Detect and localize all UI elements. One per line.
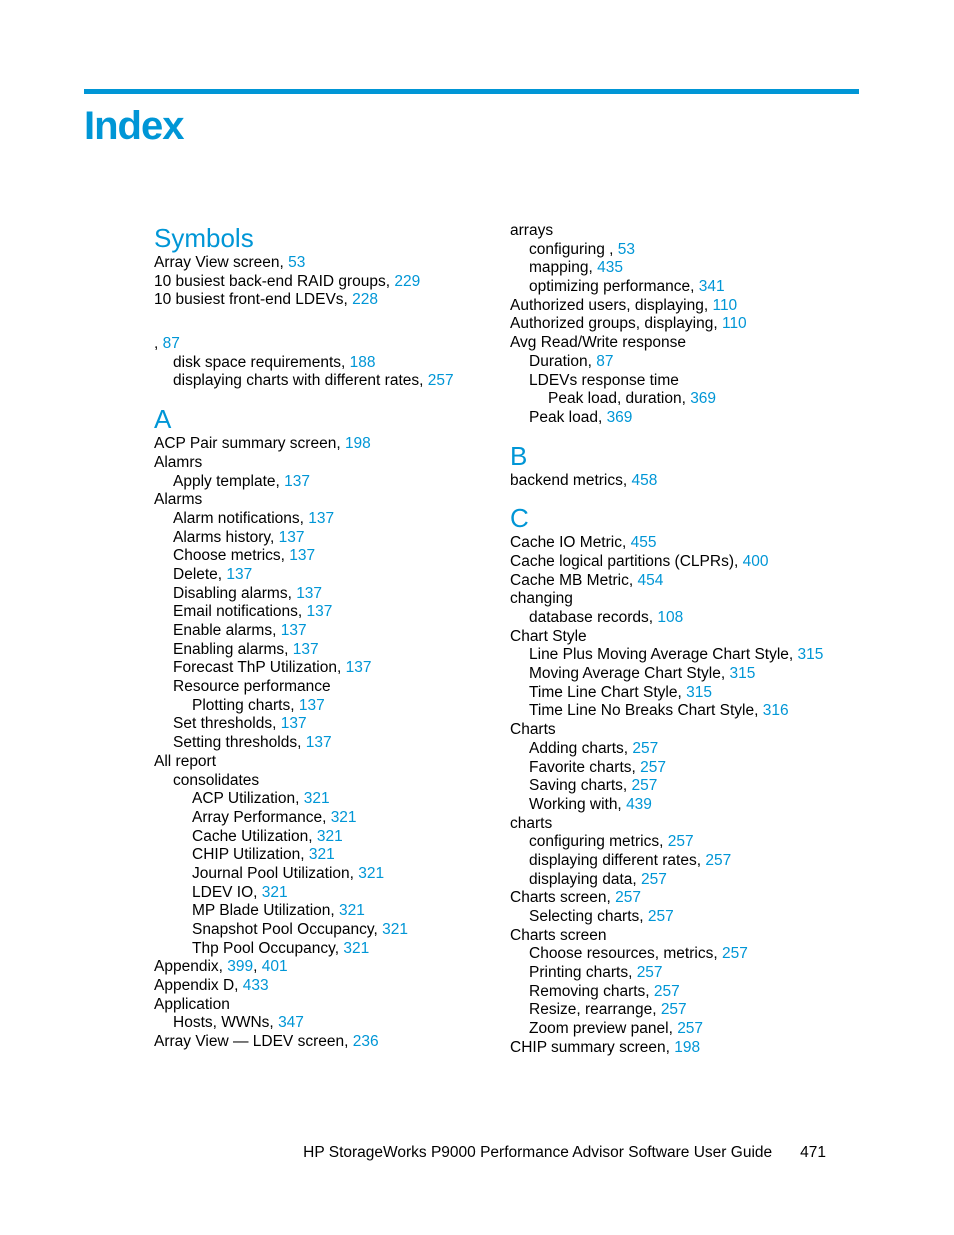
- page-ref-link[interactable]: 433: [242, 977, 269, 995]
- index-entry: [510, 390, 850, 409]
- index-entry-term: configuring ,: [529, 240, 618, 258]
- index-entry: [154, 273, 494, 292]
- index-entry: [510, 297, 850, 316]
- index-entry: [510, 409, 850, 428]
- page-ref-link[interactable]: 257: [615, 889, 641, 907]
- index-entry: [154, 902, 494, 921]
- index-entry: [154, 473, 494, 492]
- index-letter-heading: Symbols: [154, 223, 254, 253]
- page-ref-link[interactable]: 321: [261, 883, 288, 901]
- index-entry-term: Favorite charts,: [529, 758, 641, 776]
- index-entry: [154, 1033, 494, 1052]
- index-entry: [154, 254, 494, 273]
- page-ref-link[interactable]: 137: [292, 640, 319, 658]
- index-entry: [510, 889, 850, 908]
- index-entry-term: LDEVs response time: [529, 371, 679, 389]
- page-ref-link[interactable]: 137: [280, 715, 307, 733]
- index-entry-term: Authorized users, displaying,: [510, 296, 713, 314]
- index-entry: [510, 372, 850, 391]
- page-ref-link[interactable]: 198: [674, 1038, 701, 1056]
- page-ref-link[interactable]: 321: [303, 790, 330, 808]
- index-entry-term: displaying data,: [529, 870, 642, 888]
- index-entry-term: Array View screen,: [154, 254, 289, 271]
- index-entry-term: Disabling alarms,: [173, 584, 297, 602]
- index-entry-term: Cache logical partitions (CLPRs),: [510, 552, 743, 570]
- index-letter-heading: A: [154, 404, 172, 435]
- page-ref-link[interactable]: 137: [308, 509, 335, 527]
- index-entry: [510, 472, 850, 491]
- index-entry-term: Array Performance,: [192, 808, 331, 826]
- index-entry-term: displaying charts with different rates,: [173, 372, 428, 390]
- index-entry-term: charts: [510, 814, 553, 832]
- index-entry: [510, 572, 850, 591]
- index-entry-term: Alamrs: [154, 453, 203, 471]
- index-entry-term: Choose metrics,: [173, 547, 290, 565]
- page-title: Index: [84, 104, 184, 148]
- index-entry-term: Time Line Chart Style,: [529, 683, 687, 701]
- index-entry: [154, 566, 494, 585]
- page-ref-link[interactable]: 400: [742, 552, 769, 570]
- index-entry-term: Resize, rearrange,: [529, 1001, 661, 1019]
- page-ref-link[interactable]: 257: [721, 945, 748, 963]
- index-entry-term: Alarm notifications,: [173, 509, 309, 527]
- index-entry-term: Appendix,: [154, 958, 228, 976]
- index-entry-term: mapping,: [529, 259, 598, 277]
- index-entry-term: arrays: [510, 222, 554, 239]
- index-entry: [510, 833, 850, 852]
- page-ref-link[interactable]: 257: [641, 870, 667, 888]
- index-entry: [510, 815, 850, 834]
- page-ref-link[interactable]: 321: [316, 827, 343, 845]
- page-ref-link[interactable]: 257: [647, 908, 674, 925]
- page-ref-link[interactable]: 236: [352, 1033, 379, 1051]
- ref-separator: ,: [253, 958, 262, 976]
- index-entry: [154, 865, 494, 884]
- index-entry-term: Time Line No Breaks Chart Style,: [529, 702, 763, 720]
- page-ref-link[interactable]: 257: [667, 833, 694, 851]
- index-entry: [510, 334, 850, 353]
- page-ref-link[interactable]: 188: [349, 353, 376, 371]
- index-entry: [154, 659, 494, 678]
- page-ref-link[interactable]: 110: [721, 315, 747, 333]
- index-entry: [154, 435, 494, 454]
- index-entry: [154, 790, 494, 809]
- page-ref-link[interactable]: 137: [226, 565, 253, 583]
- index-entry: [154, 291, 494, 310]
- index-entry-term: Duration,: [529, 352, 597, 370]
- index-entry: [154, 603, 494, 622]
- page-ref-link[interactable]: 455: [630, 534, 657, 552]
- index-entry: [154, 772, 494, 791]
- page-ref-link[interactable]: 321: [330, 808, 357, 826]
- index-entry-term: displaying different rates,: [529, 851, 706, 869]
- page-ref-link[interactable]: 321: [339, 902, 365, 920]
- index-entry-term: Thp Pool Occupancy,: [192, 939, 344, 957]
- footer-title: HP StorageWorks P9000 Performance Advisor Software User Guide: [303, 1144, 773, 1161]
- index-entry-term: Line Plus Moving Average Chart Style,: [529, 646, 798, 664]
- index-entry-term: database records,: [529, 609, 658, 626]
- index-entry: [510, 983, 850, 1002]
- page-ref-link[interactable]: 341: [698, 278, 725, 296]
- index-entry-term: Enable alarms,: [173, 622, 281, 639]
- index-entry-term: Removing charts,: [529, 982, 654, 1000]
- index-entry-term: Cache IO Metric,: [510, 534, 631, 552]
- page-ref-link[interactable]: 108: [657, 609, 684, 626]
- index-entry-term: changing: [510, 590, 573, 608]
- index-entry-term: Enabling alarms,: [173, 640, 293, 658]
- page-ref-link[interactable]: 137: [280, 622, 307, 639]
- index-entry-term: CHIP summary screen,: [510, 1038, 675, 1056]
- page-ref-link[interactable]: 137: [278, 528, 305, 546]
- index-column-right: [510, 222, 850, 1058]
- index-entry: [154, 940, 494, 959]
- index-entry-term: ACP Pair summary screen,: [154, 435, 345, 453]
- index-entry: [510, 759, 850, 778]
- index-entry-term: ,: [154, 335, 163, 353]
- index-entry: [510, 684, 850, 703]
- index-entry: [510, 964, 850, 983]
- index-entry: [510, 534, 850, 553]
- index-entry: [154, 547, 494, 566]
- index-entry: [510, 646, 850, 665]
- page-ref-link[interactable]: 399: [227, 958, 254, 976]
- index-entry-term: Array View — LDEV screen,: [154, 1033, 353, 1051]
- index-entry: [510, 852, 850, 871]
- page-ref-link[interactable]: 257: [636, 964, 663, 982]
- page-ref-link[interactable]: 257: [427, 372, 454, 390]
- top-rule: [84, 89, 859, 94]
- index-entry-term: ACP Utilization,: [192, 790, 304, 808]
- page-ref-link[interactable]: 369: [690, 390, 717, 408]
- index-entry: [510, 796, 850, 815]
- page-ref-link[interactable]: 315: [729, 665, 756, 683]
- index-entry: [154, 510, 494, 529]
- index-letter-heading: C: [510, 503, 529, 534]
- index-entry-term: MP Blade Utilization,: [192, 902, 340, 920]
- index-entry: [510, 241, 850, 260]
- index-entry: [510, 278, 850, 297]
- index-entry-term: Moving Average Chart Style,: [529, 665, 730, 683]
- index-entry-term: Selecting charts,: [529, 908, 648, 925]
- index-entry-term: Set thresholds,: [173, 715, 281, 733]
- page-ref-link[interactable]: 257: [631, 777, 658, 795]
- index-entry: [510, 259, 850, 278]
- page-ref-link[interactable]: 458: [631, 471, 658, 489]
- index-entry-term: Avg Read/Write response: [510, 334, 687, 352]
- page-ref-link[interactable]: 401: [261, 958, 288, 976]
- page-ref-link[interactable]: 257: [705, 851, 732, 869]
- index-entry-term: Hosts, WWNs,: [173, 1014, 279, 1032]
- index-entry-term: Setting thresholds,: [173, 734, 306, 752]
- page-ref-link[interactable]: 316: [762, 702, 789, 720]
- page-ref-link[interactable]: 137: [345, 659, 372, 677]
- index-entry-term: Cache Utilization,: [192, 827, 317, 845]
- page-ref-link[interactable]: 454: [637, 571, 664, 589]
- page-ref-link[interactable]: 321: [358, 864, 385, 882]
- index-entry: [154, 585, 494, 604]
- index-entry: [154, 454, 494, 473]
- page-ref-link[interactable]: 137: [289, 547, 316, 565]
- index-entry-term: Alarms: [154, 491, 203, 509]
- index-entry-term: Forecast ThP Utilization,: [173, 659, 346, 677]
- index-entry: [154, 828, 494, 847]
- page-ref-link[interactable]: 137: [306, 603, 333, 621]
- page-ref-link[interactable]: 137: [298, 696, 325, 714]
- index-entry: [154, 622, 494, 641]
- index-entry-term: configuring metrics,: [529, 833, 668, 851]
- page-ref-link[interactable]: 369: [606, 408, 633, 426]
- index-entry: [154, 715, 494, 734]
- page-ref-link[interactable]: 257: [653, 982, 680, 1000]
- page-ref-link[interactable]: 87: [162, 335, 180, 353]
- index-entry-term: Journal Pool Utilization,: [192, 864, 359, 882]
- index-entry-term: Chart Style: [510, 627, 587, 645]
- page-ref-link[interactable]: 321: [343, 939, 370, 957]
- page-ref-link[interactable]: 87: [596, 352, 614, 370]
- page-number: 471: [800, 1144, 826, 1161]
- index-entry-term: consolidates: [173, 771, 260, 789]
- page-ref-link[interactable]: 257: [677, 1020, 704, 1038]
- index-entry-term: Cache MB Metric,: [510, 571, 638, 589]
- index-entry: [510, 628, 850, 647]
- page-ref-link[interactable]: 137: [284, 472, 311, 490]
- index-entry: [154, 753, 494, 772]
- index-entry-term: Authorized groups, displaying,: [510, 315, 722, 333]
- index-entry-term: Charts: [510, 721, 556, 739]
- index-entry-term: Adding charts,: [529, 739, 633, 757]
- page-ref-link[interactable]: 53: [617, 240, 635, 258]
- index-entry: [154, 958, 494, 977]
- page-ref-link[interactable]: 435: [597, 259, 623, 277]
- index-entry-term: Printing charts,: [529, 964, 637, 982]
- page-ref-link[interactable]: 137: [305, 734, 332, 752]
- index-entry-term: CHIP Utilization,: [192, 846, 309, 864]
- index-entry-term: 10 busiest front-end LDEVs,: [154, 291, 353, 309]
- index-spacer: [154, 310, 494, 335]
- index-entry-term: Alarms history,: [173, 528, 279, 546]
- index-entry-term: Plotting charts,: [192, 696, 299, 714]
- index-entry: [510, 740, 850, 759]
- index-entry: [510, 590, 850, 609]
- index-entry-term: Appendix D,: [154, 977, 243, 995]
- index-entry: [510, 927, 850, 946]
- index-entry-term: disk space requirements,: [173, 353, 350, 371]
- index-entry: [510, 777, 850, 796]
- page-ref-link[interactable]: 315: [797, 646, 824, 664]
- page-ref-link[interactable]: 321: [382, 921, 409, 938]
- index-entry-term: Working with,: [529, 795, 627, 813]
- index-entry: [154, 846, 494, 865]
- index-entry: [510, 222, 850, 241]
- index-entry: [510, 945, 850, 964]
- index-entry: [510, 1001, 850, 1020]
- index-entry-term: All report: [154, 752, 217, 770]
- index-entry-term: Peak load,: [529, 408, 607, 426]
- index-entry: [154, 996, 494, 1015]
- index-entry: [154, 809, 494, 828]
- page-ref-link[interactable]: 228: [352, 291, 379, 309]
- index-entry-term: Email notifications,: [173, 603, 307, 621]
- index-entry: [154, 977, 494, 996]
- page-ref-link[interactable]: 229: [394, 272, 421, 290]
- index-entry: [510, 609, 850, 628]
- index-entry: [510, 721, 850, 740]
- index-entry: [154, 884, 494, 903]
- index-entry-term: Snapshot Pool Occupancy,: [192, 921, 383, 938]
- index-entry-term: Peak load, duration,: [548, 390, 691, 408]
- index-entry: [154, 529, 494, 548]
- page-ref-link[interactable]: 315: [686, 683, 712, 701]
- index-entry: [154, 1014, 494, 1033]
- index-entry: [510, 553, 850, 572]
- page-ref-link[interactable]: 53: [288, 254, 306, 271]
- page-ref-link[interactable]: 198: [344, 435, 371, 453]
- index-entry: [154, 921, 494, 940]
- page-ref-link[interactable]: 257: [660, 1001, 687, 1019]
- page-ref-link[interactable]: 110: [712, 296, 738, 314]
- index-entry-term: backend metrics,: [510, 471, 632, 489]
- index-entry-term: Zoom preview panel,: [529, 1020, 678, 1038]
- index-entry: [154, 678, 494, 697]
- index-entry: [510, 908, 850, 927]
- index-entry: [154, 491, 494, 510]
- index-letter-heading: B: [510, 440, 528, 471]
- index-entry: [510, 1020, 850, 1039]
- index-entry: [154, 697, 494, 716]
- index-entry-term: 10 busiest back-end RAID groups,: [154, 272, 395, 290]
- index-entry: [154, 335, 494, 354]
- index-entry-term: Charts screen: [510, 926, 607, 944]
- page-ref-link[interactable]: 137: [296, 584, 323, 602]
- index-entry-term: optimizing performance,: [529, 278, 699, 296]
- index-entry: [510, 353, 850, 372]
- index-entry: [154, 734, 494, 753]
- index-entry: [510, 665, 850, 684]
- page-ref-link[interactable]: 257: [632, 739, 659, 757]
- page-footer: [0, 1143, 826, 1163]
- index-entry: [510, 315, 850, 334]
- index-entry-term: Charts screen,: [510, 889, 616, 907]
- index-entry: [154, 354, 494, 373]
- page-ref-link[interactable]: 347: [278, 1014, 304, 1032]
- index-entry-term: Choose resources, metrics,: [529, 945, 722, 963]
- index-entry-term: Application: [154, 995, 230, 1013]
- page-ref-link[interactable]: 321: [308, 846, 335, 864]
- index-entry-term: Apply template,: [173, 472, 285, 490]
- page-ref-link[interactable]: 257: [640, 758, 666, 776]
- index-entry: [510, 702, 850, 721]
- index-entry-term: Delete,: [173, 565, 227, 583]
- index-column-left: [154, 222, 494, 1052]
- index-entry: [510, 1039, 850, 1058]
- page-ref-link[interactable]: 439: [626, 795, 652, 813]
- index-entry-term: Saving charts,: [529, 777, 632, 795]
- index-entry-term: Resource performance: [173, 678, 331, 696]
- index-entry-term: LDEV IO,: [192, 883, 262, 901]
- index-entry: [154, 641, 494, 660]
- index-entry: [510, 871, 850, 890]
- index-entry: [154, 372, 494, 391]
